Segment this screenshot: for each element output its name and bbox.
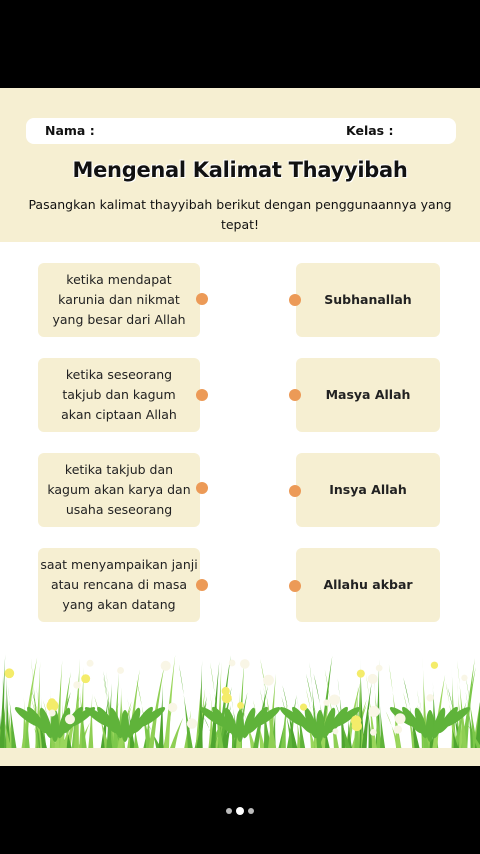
right-connector-dot-4[interactable] [289,580,301,592]
left-card-text: ketika takjub dan kagum akan karya dan usaha seseorang [47,462,191,517]
page-indicator [0,800,480,810]
flower [370,729,377,736]
flower [431,662,438,669]
name-class-bar [26,118,456,144]
flower [168,703,177,712]
left-card-text: saat menyampaikan janji atau rencana di masa yang akan datang [40,557,198,612]
right-card-text: Allahu akbar [323,577,413,592]
fern-leaf [121,710,129,742]
flower [332,728,338,734]
flower [237,702,244,709]
flower [329,694,340,705]
fern-leaf [316,710,324,742]
right-card-text: Subhanallah [324,292,412,307]
right-card-1[interactable] [296,263,440,337]
fern-leaf [426,710,434,742]
page-dot[interactable] [226,808,232,814]
flower [357,670,365,678]
left-connector-dot-3[interactable] [196,482,208,494]
left-connector-dot-2[interactable] [196,389,208,401]
left-card-2[interactable] [38,358,200,432]
flower [368,706,379,717]
flower [49,709,56,716]
worksheet-page [0,88,480,766]
flower [300,704,307,711]
class-label: Kelas : [346,123,394,138]
right-card-text: Masya Allah [325,387,411,402]
instruction-text: Pasangkan kalimat thayyibah berikut dengan penggunaannya yang tepat! [28,197,452,232]
flower [368,674,378,684]
flower [81,674,90,683]
worksheet-title: Mengenal Kalimat Thayyibah [72,158,408,182]
right-card-text: Insya Allah [329,482,407,497]
flower [240,659,250,669]
flower [73,681,81,689]
flower [395,713,406,724]
footer-band [0,748,480,766]
flower [376,665,383,672]
left-card-4[interactable] [38,548,200,622]
flower [161,661,171,671]
left-card-text: ketika mendapat karunia dan nikmat yang besar dari Allah [52,272,186,327]
flower [87,660,94,667]
flower [187,718,197,728]
flower [426,694,433,701]
right-card-3[interactable] [296,453,440,527]
page-dot-active[interactable] [236,807,244,815]
left-connector-dot-4[interactable] [196,579,208,591]
flower [117,667,124,674]
name-label: Nama : [45,123,95,138]
fern-leaf [236,710,244,742]
page-dot[interactable] [248,808,254,814]
grass-blade [179,664,193,748]
grass-blade [88,694,93,748]
flower [263,675,274,686]
flower [4,668,14,678]
flower [222,693,232,703]
right-connector-dot-1[interactable] [289,294,301,306]
flower [229,660,236,667]
right-connector-dot-3[interactable] [289,485,301,497]
flower [352,721,362,731]
flower [323,699,329,705]
grass-blade [170,718,183,748]
right-card-2[interactable] [296,358,440,432]
right-connector-dot-2[interactable] [289,389,301,401]
right-card-4[interactable] [296,548,440,622]
flower [65,714,75,724]
flower [394,725,402,733]
flower [461,675,467,681]
left-card-1[interactable] [38,263,200,337]
left-card-3[interactable] [38,453,200,527]
left-card-text: ketika seseorang takjub dan kagum akan ciptaan Allah [61,367,177,422]
left-connector-dot-1[interactable] [196,293,208,305]
